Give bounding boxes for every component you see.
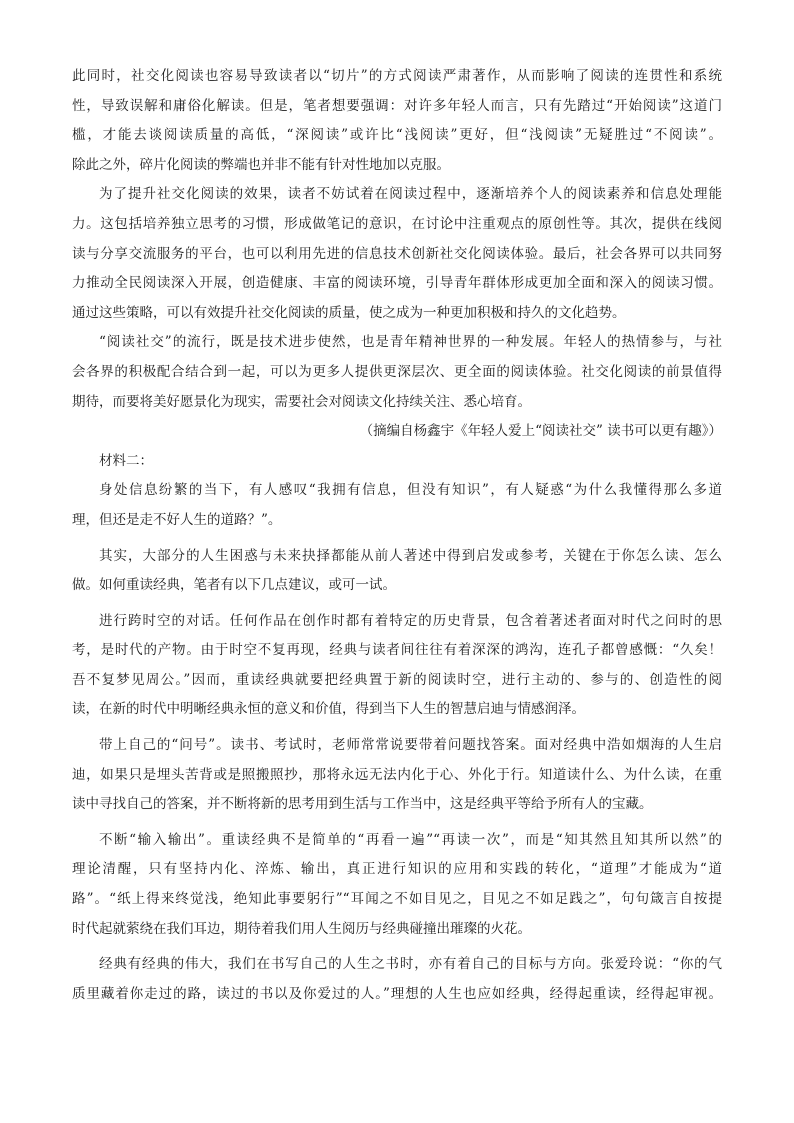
text-line: 迪，如果只是埋头苦背或是照搬照抄，那将永远无法内化于心、外化于行。知道读什么、为什么读，在重 [72,766,722,783]
material-label: 材料二： [99,452,153,469]
text-line: 不断“输入输出”。重读经典不是简单的“再看一遍”“再读一次”，而是“知其然且知其所以然”的 [99,831,722,848]
text-line: “阅读社交”的流行，既是技术进步使然，也是青年精神世界的一种发展。年轻人的热情参与，与社 [99,334,722,351]
text-line: 会各界的积极配合结合到一起，可以为更多人提供更深层次、更全面的阅读体验。社交化阅读的前景值得 [72,363,722,380]
text-line: 带上自己的“问号”。读书、考试时，老师常常说要带着问题找答案。面对经典中浩如烟海的人生启 [99,737,722,754]
paragraph [72,607,722,725]
text-line: 身处信息纷繁的当下，有人感叹“我拥有信息，但没有知识”，有人疑惑“为什么我懂得那么多道 [99,482,722,499]
text-line: 除此之外，碎片化阅读的弊端也并非不能有针对性地加以克服。 [72,156,450,173]
text-line: 做。如何重读经典，笔者有以下几点建议，或可一试。 [72,577,396,594]
paragraph [72,328,722,417]
paragraph [72,476,722,535]
text-line: 理论清醒，只有坚持内化、淬炼、输出，真正进行知识的应用和实践的转化，“道理”才能成为“道 [72,861,722,878]
text-line: 质里藏着你走过的路，读过的书以及你爱过的人。”理想的人生也应如经典，经得起重读，经得起审视。 [72,985,722,1002]
text-line: 读与分享交流服务的平台，也可以利用先进的信息技术创新社交化阅读体验。最后，社会各界可以共同努 [72,245,722,262]
text-line: 为了提升社交化阅读的效果，读者不妨试着在阅读过程中，逐渐培养个人的阅读素养和信息处理能 [99,186,722,203]
text-line: 进行跨时空的对话。任何作品在创作时都有着特定的历史背景，包含着著述者面对时代之问时的思 [99,612,722,629]
paragraph [72,62,722,180]
text-line: 期待，而要将美好愿景化为现实，需要社会对阅读文化持续关注、悉心培育。 [72,393,531,410]
text-line: 读中寻找自己的答案，并不断将新的思考用到生活与工作当中，这是经典平等给予所有人的宝藏。 [72,796,653,813]
text-line: 理，但还是走不好人生的道路？”。 [72,511,282,528]
text-line: 读，在新的时代中明晰经典永恒的意义和价值，得到当下人生的智慧启迪与情感润泽。 [72,701,585,718]
paragraph [72,180,722,328]
text-line: 时代起就萦绕在我们耳边，期待着我们用人生阅历与经典碰撞出璀璨的火花。 [72,920,531,937]
text-line: 通过这些策略，可以有效提升社交化阅读的质量，使之成为一种更加积极和持久的文化趋势。 [72,304,626,321]
text-line: 力推动全民阅读深入开展，创造健康、丰富的阅读环境，引导青年群体形成更加全面和深入的阅读习惯。 [72,275,722,292]
text-line: 经典有经典的伟大，我们在书写自己的人生之书时，亦有着自己的目标与方向。张爱玲说：“你的气 [99,956,722,973]
paragraph [72,950,722,1009]
text-line: 槛，才能去谈阅读质量的高低，“深阅读”或许比“浅阅读”更好，但“浅阅读”无疑胜过“不阅读”。 [72,127,722,144]
text-line: 考，是时代的产物。由于时空不复再现，经典与读者间往往有着深深的鸿沟，连孔子都曾感慨：“久矣！ [72,642,722,659]
paragraph [72,542,722,601]
text-line: 吾不复梦见周公。”因而，重读经典就要把经典置于新的阅读时空，进行主动的、参与的、创造性的阅 [72,671,722,688]
paragraph [72,826,722,944]
document-page [72,62,722,1009]
text-line: 路”。“纸上得来终觉浅，绝知此事要躬行”“耳闻之不如目见之，目见之不如足践之”，句句箴言自按提 [72,891,722,908]
text-line: 性，导致误解和庸俗化解读。但是，笔者想要强调：对许多年轻人而言，只有先踏过“开始阅读”这道门 [72,97,722,114]
text-line: 力。这包括培养独立思考的习惯，形成做笔记的意识，在讨论中注重观点的原创性等。其次，提供在线阅 [72,215,722,232]
source-citation: （摘编自杨鑫宇《年轻人爱上“阅读社交” 读书可以更有趣》） [359,423,722,440]
text-line: 此同时，社交化阅读也容易导致读者以“切片”的方式阅读严肃著作，从而影响了阅读的连贯性和系统 [72,68,722,84]
text-line: 其实，大部分的人生困惑与未来抉择都能从前人著述中得到启发或参考，关键在于你怎么读、怎么 [99,547,722,564]
paragraph [72,731,722,820]
